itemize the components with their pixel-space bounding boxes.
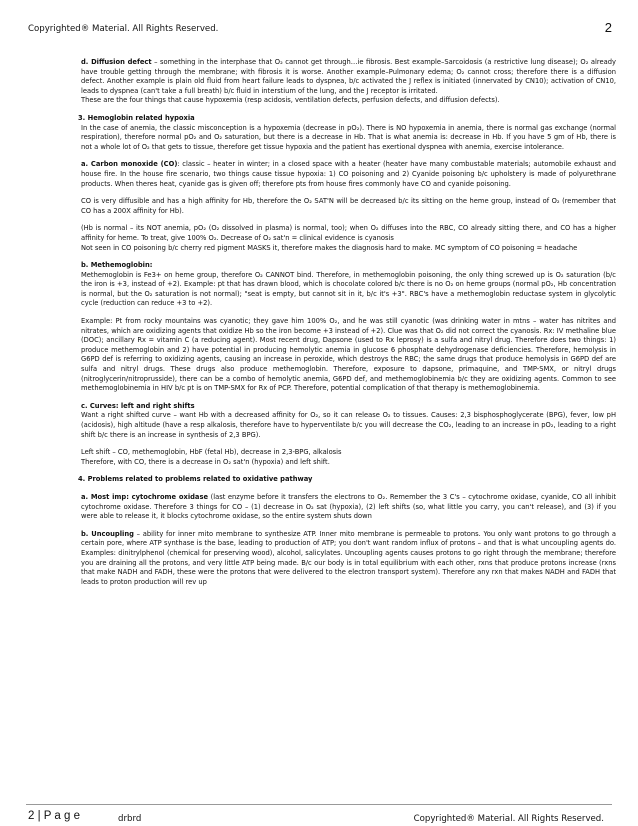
methemoglobin-text: Methemoglobin is Fe3+ on heme group, therefore O₂ CANNOT bind. Therefore, in methemoglobin poisoning, the only thing screwed up is O₂ saturation (b/c the iron is +3, instead of +2). Example: pt that has drawn blood, which is chocolate colored b/c there is no O₂ on heme groups (normal pO₂, Hb concentration is normal, but the O₂ saturation is not normal); "seat is empty, but cannot sit in it, b/c it's +3". RBC's have a methemoglobin reductase system in glycolytic cycle (reduction can reduce +3 to +2). xyxy=(81,270,616,308)
header-copyright: Copyrighted® Material. All Rights Reserved. xyxy=(28,24,219,34)
anemia-intro: In the case of anemia, the classic misconception is a hypoxemia (decrease in pO₂). There is NO hypoxemia in anemia, there is normal gas exchange (normal respiration), therefore normal pO₂ and O₂ saturation, but there is a decrease in Hb. That is what anemia is: decrease in Hb. If you have 5 gm of Hb, there is not a whole lot of O₂ that gets to tissue, therefore get tissue hypoxia and the patient has exertional dyspnea with anemia, exercise intolerance. xyxy=(81,123,616,151)
section-4-title: 4. Problems related to problems related to oxidative pathway xyxy=(78,475,313,484)
co-cherry-red: Not seen in CO poisoning b/c cherry red pigment MASKS it, therefore makes the diagnosis hard to make. MC symptom of CO poisoning = headache xyxy=(81,243,578,252)
footer-page-label: 2 | P a g e xyxy=(28,810,81,822)
curves-title: c. Curves: left and right shifts xyxy=(81,401,195,410)
section-3-title: 3. Hemoglobin related hypoxia xyxy=(78,113,195,122)
diffusion-defect-text: – something in the interphase that O₂ cannot get through…ie fibrosis. Best example–Sarcoidosis (a restrictive lung disease); O₂ already have trouble getting through the membrane; with fibrosis it is worse. Another example–Pulmonary edema; O₂ cannot cross; therefore there is a diffusion defect. Another example is plain old fluid from heart failure leads to dyspnea, b/c activated the J reflex is initiated (innervated by CN10); activation of CN10, leads to dyspnea (can't take a full breath) b/c fluid in interstium of the lung, and the J receptor is irritated. xyxy=(81,58,616,95)
section-3-body xyxy=(36,124,616,468)
diffusion-defect-summary: These are the four things that cause hypoxemia (resp acidosis, ventilation defects, perfusion defects, and diffusion defects). xyxy=(81,96,500,105)
co-affinity: CO is very diffusible and has a high affinity for Hb, therefore the O₂ SAT'N will be decreased b/c its sitting on the heme group, instead of O₂ (remember that CO has a 200X affinity for Hb). xyxy=(81,197,616,215)
header-page-number: 2 xyxy=(604,20,612,35)
footer-copyright: Copyrighted® Material. All Rights Reserved. xyxy=(413,814,604,824)
diffusion-defect-title: d. Diffusion defect xyxy=(81,58,152,66)
cytochrome-oxidase-title: a. Most imp: cytochrome oxidase xyxy=(81,492,209,501)
co-text: : classic – heater in winter; in a closed space with a heater (heater have many combustable materials; automobile exhaust and house fire. In the house fire scenario, two things cause tissue hypoxia: 1) CO poisoning and 2) Cyanide poisoning b/c upholstery is made of polyurethrane products. When theres heat, cyanide gas is given off; therefore pts from house fires commonly have CO and cyanide poisoning. xyxy=(81,160,616,188)
section-4-body xyxy=(36,493,616,587)
page-content xyxy=(36,58,616,595)
co-hb-normal: (Hb is normal – its NOT anemia, pO₂ (O₂ dissolved in plasma) is normal, too); when O₂ diffuses into the RBC, CO already sitting there, and CO has a higher affinity for heme. To treat, give 100% O₂. Decrease of O₂ sat'n = clinical evidence is cyanosis xyxy=(81,224,616,242)
methemoglobin-title: b. Methemoglobin: xyxy=(81,261,153,270)
footer-divider xyxy=(26,804,612,805)
section-diffusion-defect xyxy=(36,58,616,106)
footer-author: drbrd xyxy=(118,814,142,824)
co-title: a. Carbon monoxide (CO) xyxy=(81,160,178,169)
right-shift-text: Want a right shifted curve – want Hb with a decreased affinity for O₂, so it can release O₂ to tissues. Causes: 2,3 bisphosphoglycerate (BPG), fever, low pH (acidosis), high altitude (have a resp alkalosis, therefore have to hyperventilate b/c you will decrease the CO₂, leading to an increase in pO₂, leading to a right shift b/c there is an increase in synthesis of 2,3 BPG). xyxy=(81,411,616,439)
co-left-shift: Therefore, with CO, there is a decrease in O₂ sat'n (hypoxia) and left shift. xyxy=(81,457,330,466)
uncoupling-title: b. Uncoupling xyxy=(81,529,134,538)
cytochrome-oxidase-text: (last enzyme before it transfers the electrons to O₂. Remember the 3 C's – cytochrome oxidase, cyanide, CO all inhibit cytochrome oxidase. Therefore 3 things for CO – (1) decrease in O₂ sat (hypoxia), (2) left shifts (so, what little you carry, you can't release), and (3) if you were able to release it, it blocks cytochrome oxidase, so the entire system shuts down xyxy=(81,492,616,521)
uncoupling-text: – ability for inner mito membrane to synthesize ATP. Inner mito membrane is permeable to protons. You only want protons to go through a certain pore, where ATP synthase is the base, leading to production of ATP; you don't want random influx of protons – and that is what uncoupling agents do. Examples: dinitrylphenol (chemical for preserving wood), alcohol, salicylates. Uncoupling agents causes protons to go right through the membrane; therefore you are draining all the protons, and very little ATP being made. B/c our body is in total equilibrium with each other, rxns that produce protons increase (rxns that make NADH and FADH, these were the protons that were delivered to the electron transport system). Therefore any rxn that makes NADH and FADH that leads to proton production will rev up xyxy=(81,529,616,586)
methemoglobin-example: Example: Pt from rocky mountains was cyanotic; they gave him 100% O₂, and he was still cyanotic (was drinking water in mtns – water has nitrites and nitrates, which are oxidizing agents that oxidize Hb so the iron become +3 instead of +2). Clue was that O₂ did not correct the cyanosis. Rx: IV methaline blue (DOC); ancillary Rx = vitamin C (a reducing agent). Most recent drug, Dapsone (used to Rx leprosy) is a sulfa and nitryl drug. Therefore does two things: 1) produce methemoglobin and 2) have potential in producing hemolytic anemia in glucose 6 phosphate dehydrogenase deficiencies. Therefore, hemolysis in G6PD def is referring to oxidizing agents, causing an increase in peroxide, which destroys the RBC; the same drugs that produce hemolysis in G6PD def are sulfa and nitryl drugs. These drugs also produce methemoglobin. Therefore, exposure to dapsone, primaquine, and TMP-SMX, or nitryl drugs (nitroglycerin/nitroprusside), there can be a combo of hemolytic anemia, G6PD def, and methemoglobinemia b/c they are oxidizing agents. Common to see methemoglobinemia in HIV b/c pt is on TMP-SMX for Rx of PCP. Therefore, potential complication of that therapy is methemoglobinemia. xyxy=(81,317,616,393)
left-shift-text: Left shift – CO, methemoglobin, HbF (fetal Hb), decrease in 2,3-BPG, alkalosis xyxy=(81,448,342,457)
